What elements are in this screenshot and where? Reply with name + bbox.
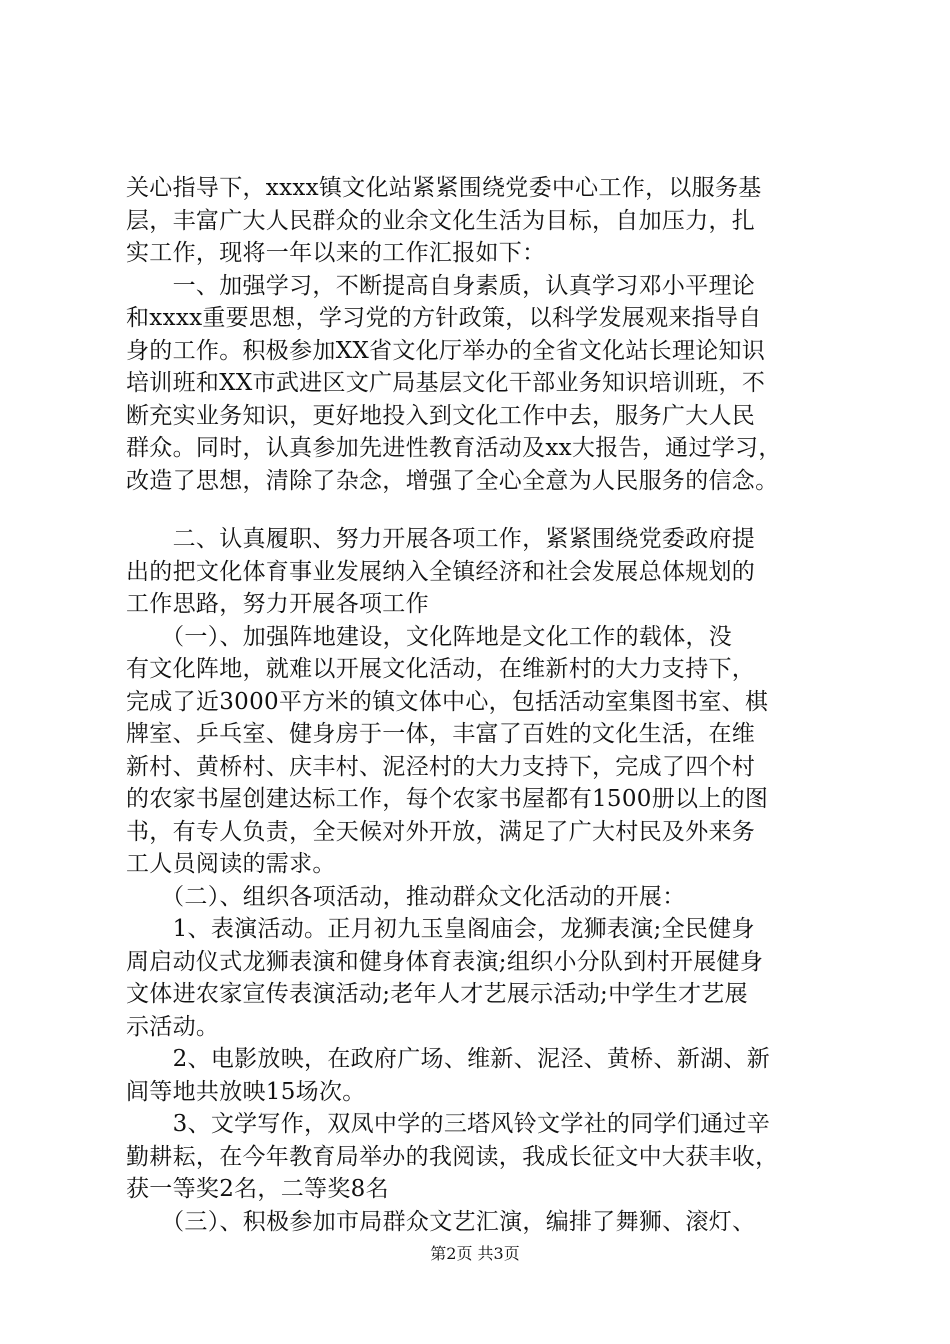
text-line: 改造了思想，清除了杂念，增强了全心全意为人民服务的信念。: [126, 467, 779, 494]
text-line: 3、文学写作，双凤中学的三塔风铃文学社的同学们通过辛: [126, 1111, 771, 1137]
text-line: （二）、组织各项活动，推动群众文化活动的开展：: [126, 883, 686, 910]
text-line: 1、表演活动。正月初九玉皇阁庙会，龙狮表演;全民健身: [126, 916, 755, 942]
body-text: [126, 172, 832, 1238]
text-line: 断充实业务知识，更好地投入到文化工作中去，服务广大人民: [126, 402, 756, 429]
text-line: 的农家书屋创建达标工作，每个农家书屋都有1500册以上的图: [126, 786, 769, 812]
text-line: 工人员阅读的需求。: [126, 851, 336, 877]
text-line: 完成了近3000平方米的镇文体中心，包括活动室集图书室、棋: [126, 688, 769, 715]
text-line: 身的工作。积极参加XX省文化厅举办的全省文化站长理论知识: [126, 337, 766, 364]
text-line: 文体进农家宣传表演活动;老年人才艺展示活动;中学生才艺展: [126, 981, 748, 1007]
text-line: 培训班和XX市武进区文广局基层文化干部业务知识培训班，不: [126, 370, 766, 396]
paragraph-gap: [126, 497, 832, 523]
text-line: 示活动。: [126, 1013, 220, 1040]
text-line: 一、加强学习，不断提高自身素质，认真学习邓小平理论: [126, 272, 756, 299]
text-line: 出的把文化体育事业发展纳入全镇经济和社会发展总体规划的: [126, 558, 756, 585]
text-line: 获一等奖2名，二等奖8名: [126, 1176, 389, 1202]
text-line: 实工作，现将一年以来的工作汇报如下：: [126, 240, 546, 266]
text-line: 牌室、乒乓室、健身房于一体，丰富了百姓的文化生活，在维: [126, 721, 756, 747]
text-line: 层，丰富广大人民群众的业余文化生活为目标，自加压力，扎: [126, 207, 756, 234]
text-line: 群众。同时，认真参加先进性教育活动及xx大报告，通过学习，: [126, 435, 782, 461]
text-line: 周启动仪式龙狮表演和健身体育表演;组织小分队到村开展健身: [126, 948, 764, 975]
text-line: （三）、积极参加市局群众文艺汇演，编排了舞狮、滚灯、: [126, 1208, 756, 1235]
text-line: 二、认真履职、努力开展各项工作，紧紧围绕党委政府提: [126, 526, 756, 552]
text-line: 书，有专人负责，全天候对外开放，满足了广大村民及外来务: [126, 818, 756, 845]
text-line: 工作思路，努力开展各项工作: [126, 591, 429, 617]
text-line: 有文化阵地，就难以开展文化活动，在维新村的大力支持下，: [126, 656, 756, 682]
text-line: 勤耕耘，在今年教育局举办的我阅读，我成长征文中大获丰收，: [126, 1143, 779, 1170]
text-line: 新村、黄桥村、庆丰村、泥泾村的大力支持下，完成了四个村: [126, 753, 756, 780]
text-line: 关心指导下，xxxx镇文化站紧紧围绕党委中心工作，以服务基: [126, 175, 762, 201]
text-line: （一）、加强阵地建设，文化阵地是文化工作的载体，没: [126, 623, 733, 650]
text-line: 和xxxx重要思想，学习党的方针政策，以科学发展观来指导自: [126, 305, 762, 331]
text-line: 闾等地共放映15场次。: [126, 1078, 366, 1105]
text-line: 2、电影放映，在政府广场、维新、泥泾、黄桥、新湖、新: [126, 1046, 771, 1072]
page-footer: 第2页 共3页: [430, 1244, 520, 1263]
